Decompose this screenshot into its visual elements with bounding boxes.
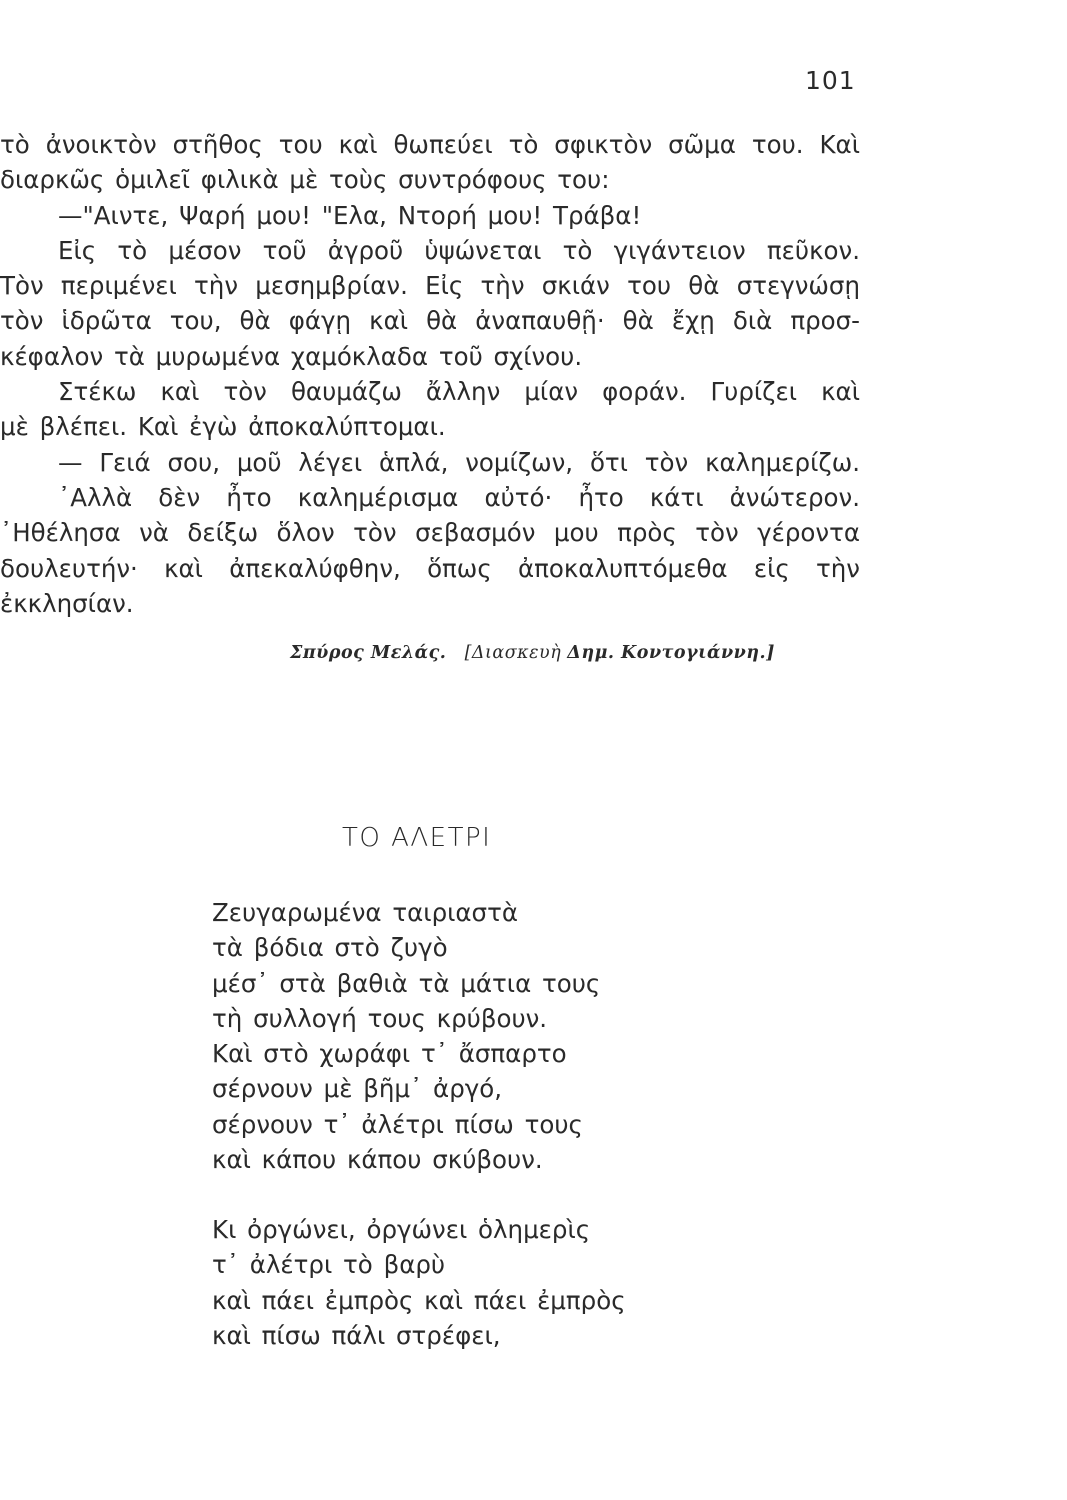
poem-verse: καὶ πίσω πάλι στρέφει, [212,1320,501,1350]
prose-line: — Γειά σου, μοῦ λέγει ἁπλά, νομίζων, ὅτι τὸν καλημερίζω. [58,447,860,477]
prose-line: δουλευτήν· καὶ ἀπεκαλύφθην, ὅπως ἀποκαλυπτόμεθα εἰς τὴν [0,553,860,583]
signature-adapter: Δημ. Κοντογιάννη.] [567,643,775,663]
poem-verse: Καὶ στὸ χωράφι τ᾿ ἄσπαρτο [212,1039,567,1069]
prose-line: τὸ ἀνοικτὸν στῆθος του καὶ θωπεύει τὸ σφικτὸν σῶμα του. Καὶ [0,130,860,159]
prose-line: Στέκω καὶ τὸν θαυμάζω ἄλλην μίαν φοράν. Γυρίζει καὶ [58,377,860,407]
poem-verse: σέρνουν μὲ βῆμ᾿ ἀργό, [212,1074,503,1104]
poem-title: ΤΟ ΑΛΕΤΡΙ [342,823,492,853]
prose-line: ᾿Ηθέλησα νὰ δείξω ὅλον τὸν σεβασμόν μου πρὸς τὸν γέροντα [0,518,860,548]
prose-line: μὲ βλέπει. Καὶ ἐγὼ ἀποκαλύπτομαι. [0,412,446,442]
prose-line: Εἰς τὸ μέσον τοῦ ἀγροῦ ὑψώνεται τὸ γιγάντειον πεῦκον. [58,235,860,265]
poem-verse: τ᾿ ἀλέτρι τὸ βαρὺ [212,1250,446,1280]
prose-line: ᾿Αλλὰ δὲν ἦτο καλημέρισμα αὐτό· ἦτο κάτι ἀνώτερον. [58,482,860,512]
poem-verse: καὶ κάπου κάπου σκύβουν. [212,1145,543,1175]
prose-line: —"Αιντε, Ψαρή μου! "Ελα, Ντορή μου! Τράβα! [58,200,642,230]
poem-stanza-1 [212,895,600,1177]
poem-verse: τὰ βόδια στὸ ζυγὸ [212,933,448,963]
poem-verse: Ζευγαρωμένα ταιριαστὰ [212,898,518,927]
poem-stanza-2 [212,1212,626,1353]
page-number: 101 [805,66,856,95]
poem-verse: σέρνουν τ᾿ ἀλέτρι πίσω τους [212,1109,583,1139]
poem-verse: μέσ᾿ στὰ βαθιὰ τὰ μάτια τους [212,968,601,998]
poem-verse: Κι ὀργώνει, ὀργώνει ὁλημερὶς [212,1215,591,1244]
prose-line: ἐκκλησίαν. [0,588,134,618]
prose-line: διαρκῶς ὁμιλεῖ φιλικὰ μὲ τοὺς συντρόφους του: [0,165,610,195]
signature [290,643,775,663]
signature-note: [Διασκευὴ [464,643,562,663]
poem-verse: τὴ συλλογή τους κρύβουν. [212,1003,548,1033]
signature-author: Σπύρος Μελάς. [290,643,447,663]
prose-line: Τὸν περιμένει τὴν μεσημβρίαν. Εἰς τὴν σκιάν του θὰ στεγνώσῃ [0,271,860,301]
poem-verse: καὶ πάει ἐμπρὸς καὶ πάει ἐμπρὸς [212,1285,626,1315]
prose-line: τὸν ἱδρῶτα του, θὰ φάγῃ καὶ θὰ ἀναπαυθῇ· θὰ ἔχῃ διὰ προσ- [0,306,860,336]
prose-line: κέφαλον τὰ μυρωμένα χαμόκλαδα τοῦ σχίνου. [0,341,583,371]
prose-text [0,127,860,621]
